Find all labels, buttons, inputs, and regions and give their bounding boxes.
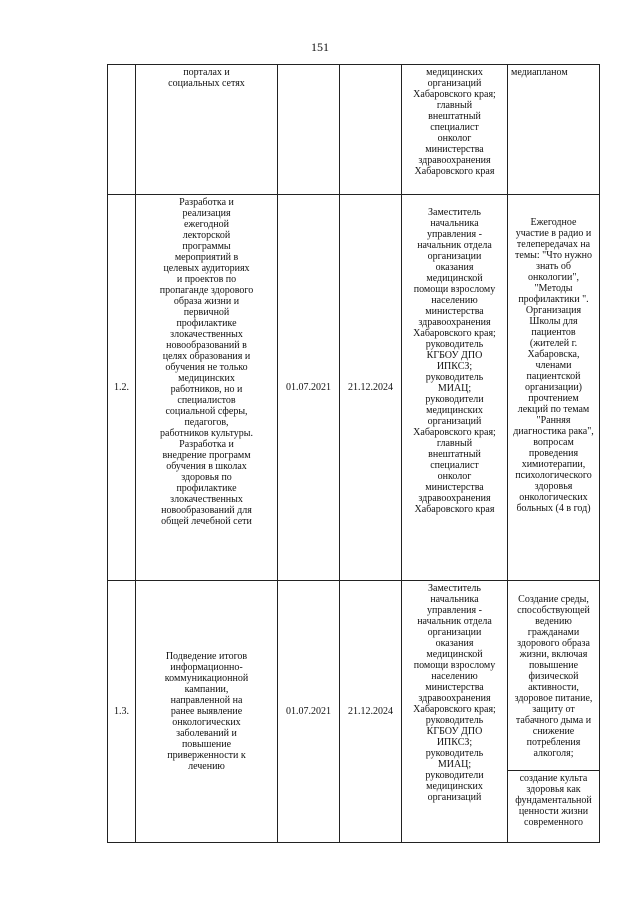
responsible: Заместитель начальника управления - начальник отдела организации оказания медицинской помощи взрослому населению министерства здравоохранения Хабаровского края; руководитель КГБОУ ДПО ИПКСЗ; руководитель МИАЦ; руководители медицинских организаций [402,581,508,843]
end-date: 21.12.2024 [340,195,402,581]
measures-table [107,64,600,843]
measure-name: Разработка и реализация ежегодной лекторской программы мероприятий в целевых аудиториях и проектов по пропаганде здорового образа жизни и первичной профилактике злокачественных новообразований в целях образования и обучения не только медицинских работников, но и специалистов социальной сферы, педагогов, работников культуры. Разработка и внедрение программ обучения в школах здоровья по профилактике злокачественных новообразований для общей лечебной сети [136,195,278,581]
table-row [108,65,600,195]
start-date [278,65,340,195]
end-date: 21.12.2024 [340,581,402,843]
measure-name: порталах и социальных сетях [136,65,278,195]
start-date: 01.07.2021 [278,195,340,581]
table-row [108,195,600,581]
row-number: 1.3. [108,581,136,843]
end-date [340,65,402,195]
table-row [108,581,600,843]
expected-result: медиапланом [508,65,600,195]
expected-result-part-1: Создание среды, способствующей ведению гражданами здорового образа жизни, включая повышение физической активности, здоровое питание, защиту от табачного дыма и снижение потребления алкоголя; [514,594,593,759]
expected-result: Ежегодное участие в радио и телепередачах на темы: "Что нужно знать об онкологии", "Методы профилактики ". Организация Школы для пациентов (жителей г. Хабаровска, членами пациентской организации) прочтением лекций по темам "Ранняя диагностика рака", вопросам проведения химиотерапии, психологического здоровья онкологических больных (4 в год) [508,195,600,581]
row-number [108,65,136,195]
expected-result [508,581,600,843]
page-number: 151 [311,40,329,54]
measure-name: Подведение итогов информационно- коммуникационной кампании, направленной на ранее выявление онкологических заболеваний и повышение приверженности к лечению [136,581,278,843]
responsible: Заместитель начальника управления - начальник отдела организации оказания медицинской помощи взрослому населению министерства здравоохранения Хабаровского края; руководитель КГБОУ ДПО ИПКСЗ; руководитель МИАЦ; руководители медицинских организаций Хабаровского края; главный внештатный специалист онколог министерства здравоохранения Хабаровского края [402,195,508,581]
start-date: 01.07.2021 [278,581,340,843]
row-number: 1.2. [108,195,136,581]
responsible: медицинских организаций Хабаровского края; главный внештатный специалист онколог министерства здравоохранения Хабаровского края [402,65,508,195]
expected-result-part-2: создание культа здоровья как фундаментальной ценности жизни современного [508,770,599,828]
